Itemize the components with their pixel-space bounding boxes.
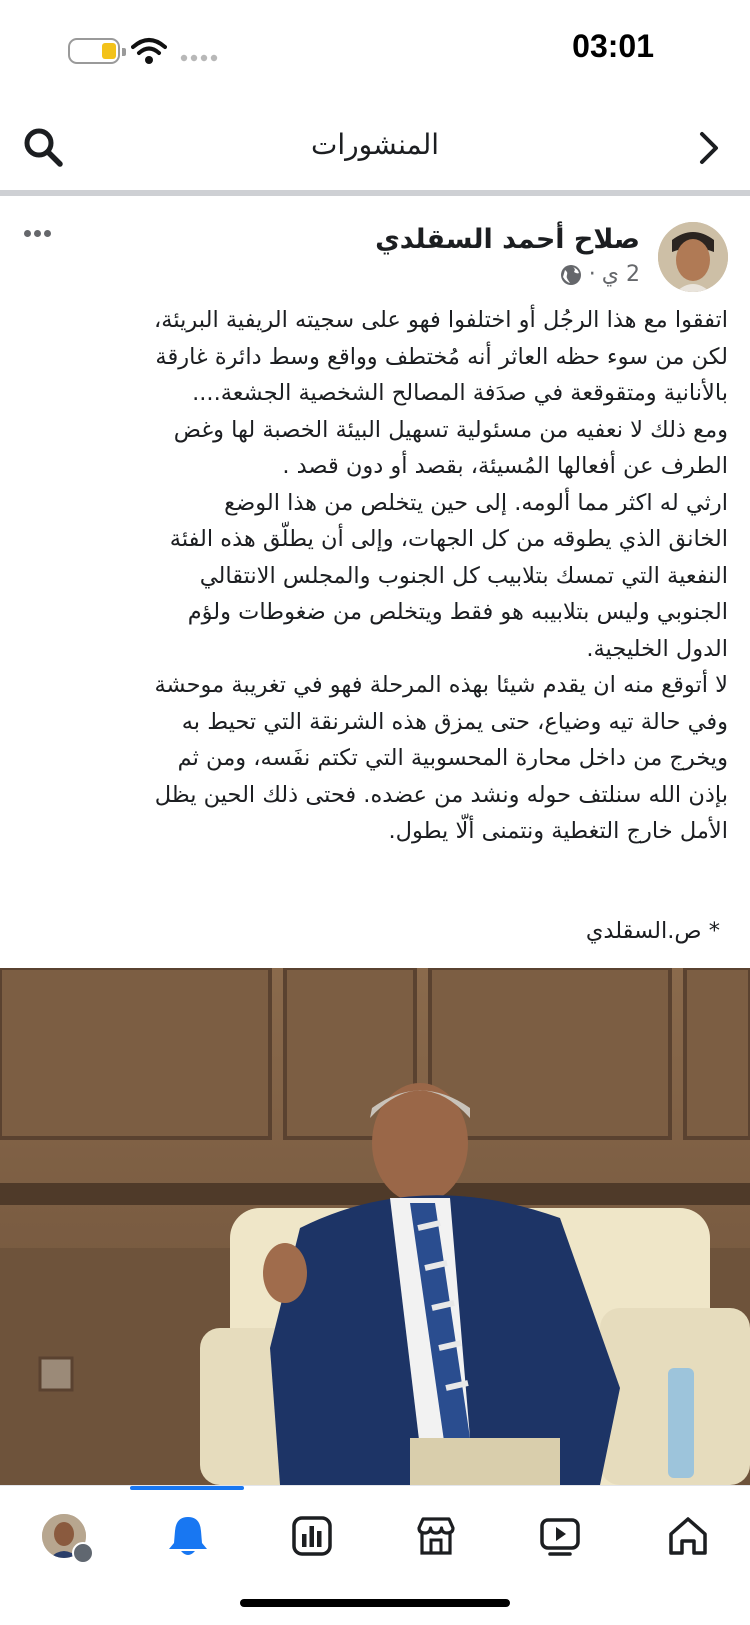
cellular-signal-icon xyxy=(180,54,220,62)
menu-badge-icon xyxy=(72,1542,94,1564)
home-icon xyxy=(666,1514,710,1558)
bar-chart-icon xyxy=(290,1514,334,1558)
tab-video[interactable] xyxy=(534,1510,586,1562)
author-avatar[interactable] xyxy=(658,222,728,292)
status-bar xyxy=(0,0,750,100)
video-icon xyxy=(538,1514,582,1558)
profile-avatar-icon xyxy=(42,1514,86,1558)
tab-notifications[interactable] xyxy=(162,1510,214,1562)
post-header xyxy=(0,202,750,302)
status-time: 03:01 xyxy=(572,28,654,64)
post-photo[interactable] xyxy=(0,968,750,1485)
post-body-text: اتفقوا مع هذا الرجُل أو اختلفوا فهو على سجيته الريفية البريئة، لكن من سوء حظه العاثر أنه مُختطف وواقع وسط دائرة غارقة بالأنانية ومتقوقعة في صدَفة المصالح الشخصية الجشعة.... ومع ذلك لا نعفيه من مسئولية تسهيل البيئة الخصبة لها وغض الطرف عن أفعالها المُسيئة، بقصد أو دون قصد . ارثي له اكثر مما ألومه. إلى حين يتخلص من هذا الوضع الخانق الذي يطوقه من كل الجهات، وإلى أن يطلّق هذه الفئة النفعية التي تمسك بتلابيب كل الجنوب والمجلس الانتقالي الجنوبي وليس بتلابيبه هو فقط ويتخلص من ضغوطات ولؤم الدول الخليجية. لا أتوقع منه ان يقدم شيئا بهذه المرحلة فهو في تغريبة موحشة وفي حالة تيه وضياع، حتى يمزق هذه الشرنقة التي تحيط به ويخرج من داخل محارة المحسوبية التي تكتم نفَسه، ومن ثم بإذن الله سنلتف حوله ونشد من عضده. فحتى ذلك الحين يظل الأمل خارج التغطية ونتمنى ألّا يطول. xyxy=(154,307,728,844)
active-tab-indicator xyxy=(130,1486,244,1490)
store-icon xyxy=(414,1514,458,1558)
page-title: المنشورات xyxy=(310,128,440,161)
home-indicator[interactable] xyxy=(240,1599,510,1607)
more-options-icon[interactable] xyxy=(24,222,60,242)
tab-marketplace[interactable] xyxy=(410,1510,462,1562)
tab-profile-menu[interactable] xyxy=(38,1510,90,1562)
bell-icon xyxy=(166,1513,210,1559)
post-meta xyxy=(559,262,640,287)
post-signature: * ص.السقلدي xyxy=(585,918,720,944)
wifi-icon xyxy=(131,36,167,66)
bottom-tab-bar xyxy=(0,1485,750,1625)
meta-separator: · xyxy=(588,262,596,287)
tab-dashboard[interactable] xyxy=(286,1510,338,1562)
tab-home[interactable] xyxy=(662,1510,714,1562)
top-app-bar xyxy=(0,100,750,196)
battery-icon xyxy=(68,38,120,64)
post-author-name[interactable]: صلاح أحمد السقلدي xyxy=(375,224,640,255)
post-time[interactable]: 2 ي xyxy=(601,262,640,287)
chevron-right-icon[interactable] xyxy=(696,130,722,166)
globe-icon xyxy=(559,263,583,287)
